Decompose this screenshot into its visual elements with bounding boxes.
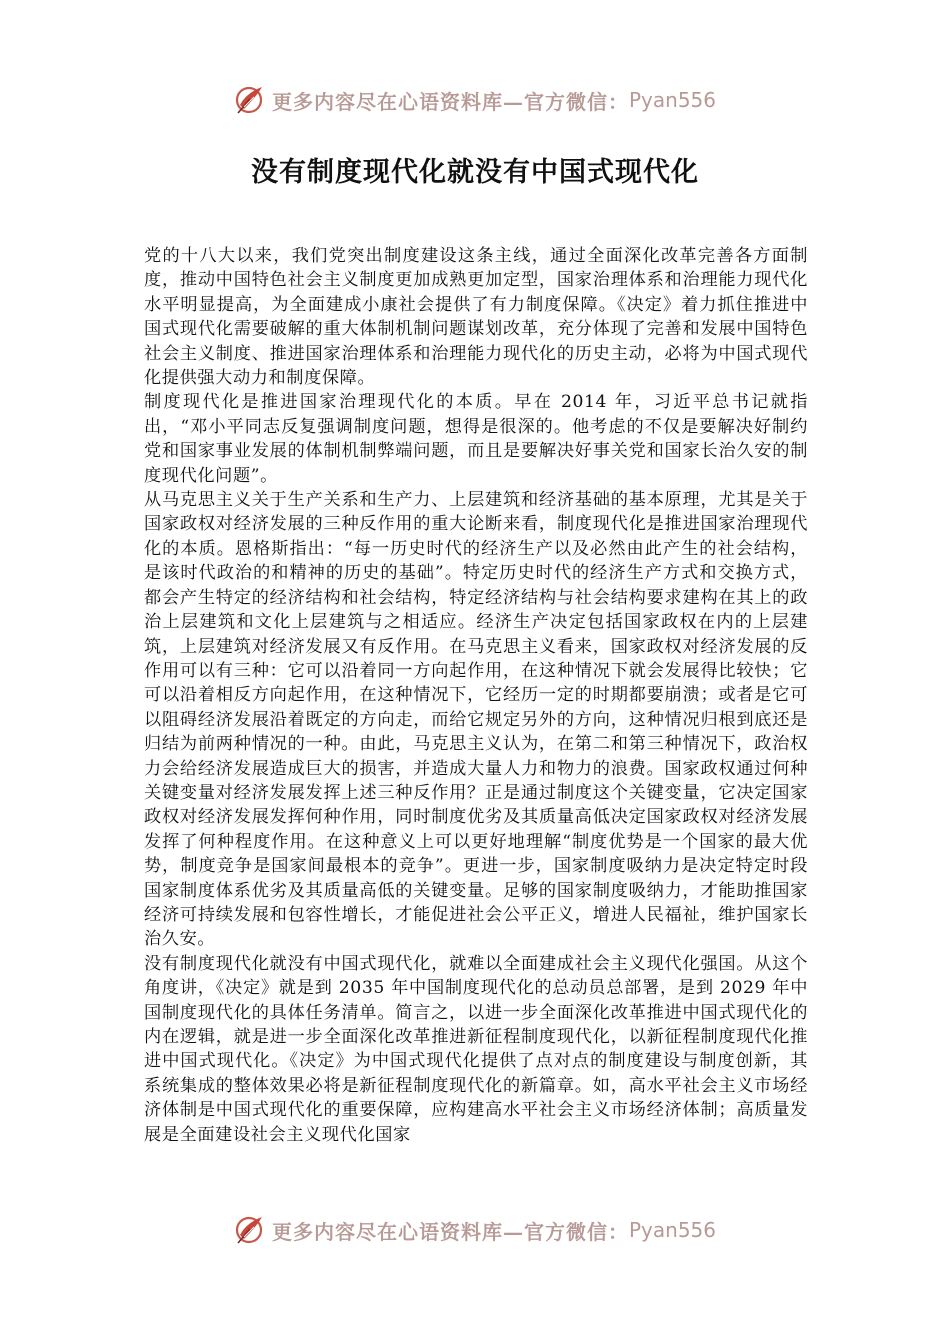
paragraph: 制度现代化是推进国家治理现代化的本质。早在 2014 年，习近平总书记就指出，“邓小平同志反复强调制度问题，想得是很深的。他考虑的不仅是要解决好制约党和国家事业发展的体制机制弊端问题，而且是要解决好事关党和国家长治久安的制度现代化问题”。 <box>144 392 808 486</box>
quill-logo-icon <box>234 1213 268 1247</box>
footer-watermark <box>0 1210 950 1250</box>
watermark-wechat-id: Pyan556 <box>628 1218 716 1242</box>
paragraph: 党的十八大以来，我们党突出制度建设这条主线，通过全面深化改革完善各方面制度，推动中国特色社会主义制度更加成熟更加定型，国家治理体系和治理能力现代化水平明显提高，为全面建成小康社会提供了有力制度保障。《决定》着力抓住推进中国式现代化需要破解的重大体制机制问题谋划改革，充分体现了完善和发展中国特色社会主义制度、推进国家治理体系和治理能力现代化的历史主动，必将为中国式现代化提供强大动力和制度保障。 <box>144 246 808 389</box>
header-watermark <box>0 80 950 120</box>
paragraph: 从马克思主义关于生产关系和生产力、上层建筑和经济基础的基本原理，尤其是关于国家政权对经济发展的三种反作用的重大论断来看，制度现代化是推进国家治理现代化的本质。恩格斯指出：“每一历史时代的经济生产以及必然由此产生的社会结构，是该时代政治的和精神的历史的基础”。特定历史时代的经济生产方式和交换方式，都会产生特定的经济结构和社会结构，特定经济结构与社会结构要求建构在其上的政治上层建筑和文化上层建筑与之相适应。经济生产决定包括国家政权在内的上层建筑，上层建筑对经济发展又有反作用。在马克思主义看来，国家政权对经济发展的反作用可以有三种：它可以沿着同一方向起作用，在这种情况下就会发展得比较快；它可以沿着相反方向起作用，在这种情况下，它经历一定的时期都要崩溃；或者是它可以阻碍经济发展沿着既定的方向走，而给它规定另外的方向，这种情况归根到底还是归结为前两种情况的一种。由此，马克思主义认为，在第二和第三种情况下，政治权力会给经济发展造成巨大的损害，并造成大量人力和物力的浪费。国家政权通过何种关键变量对经济发展发挥上述三种反作用？正是通过制度这个关键变量，它决定国家政权对经济发展发挥何种作用，同时制度优劣及其质量高低决定国家政权对经济发展发挥了何种程度作用。在这种意义上可以更好地理解“制度优势是一个国家的最大优势，制度竞争是国家间最根本的竞争”。更进一步，国家制度吸纳力是决定特定时段国家制度体系优劣及其质量高低的关键变量。足够的国家制度吸纳力，才能助推国家经济可持续发展和包容性增长，才能促进社会公平正义，增进人民福祉，维护国家长治久安。 <box>144 490 808 950</box>
watermark-text: 更多内容尽在心语资料库—官方微信： <box>271 1219 629 1244</box>
watermark-wechat-id: Pyan556 <box>628 88 716 112</box>
document-body <box>144 244 808 1192</box>
watermark-text: 更多内容尽在心语资料库—官方微信： <box>271 89 629 114</box>
paragraph: 没有制度现代化就没有中国式现代化，就难以全面建成社会主义现代化强国。从这个角度讲，《决定》就是到 2035 年中国制度现代化的总动员总部署，是到 2029 年中国制度现代化的具体任务清单。简言之，以进一步全面深化改革推进中国式现代化的内在逻辑，就是进一步全面深化改革推进新征程制度现代化，以新征程制度现代化推进中国式现代化。《决定》为中国式现代化提供了点对点的制度建设与制度创新，其系统集成的整体效果必将是新征程制度现代化的新篇章。如，高水平社会主义市场经济体制是中国式现代化的重要保障，应构建高水平社会主义市场经济体制；高质量发展是全面建设社会主义现代化国家 <box>144 953 808 1145</box>
document-title: 没有制度现代化就没有中国式现代化 <box>251 157 699 188</box>
quill-logo-icon <box>234 83 268 117</box>
